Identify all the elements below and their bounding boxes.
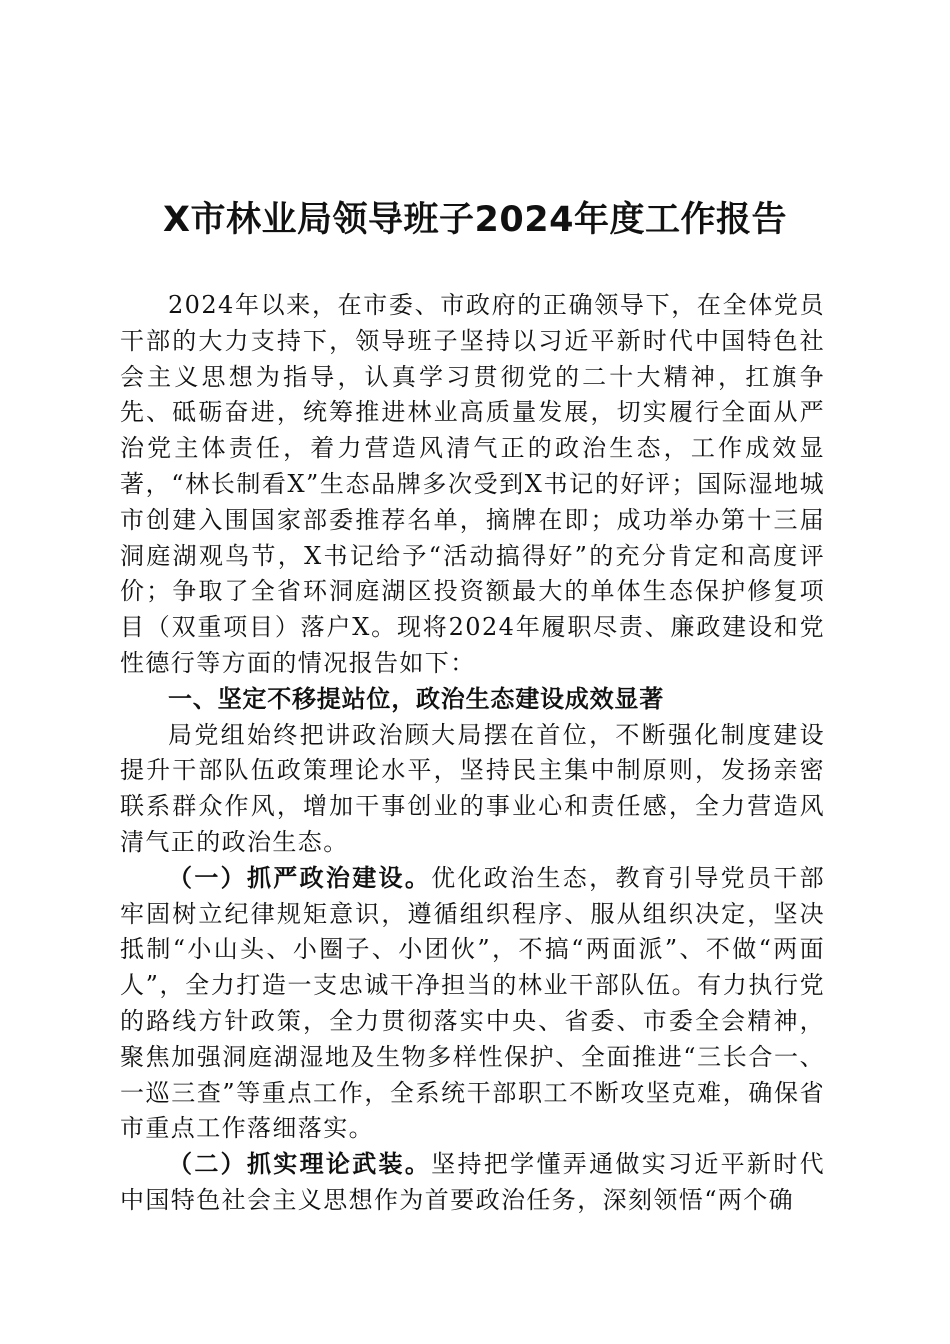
subsection-2-paragraph — [120, 1147, 825, 1219]
subsection-1-lead: （一）抓严政治建设。 — [168, 863, 432, 892]
subsection-2-lead: （二）抓实理论武装。 — [168, 1150, 432, 1179]
subsection-2-text: 坚持把学懂弄通做实习近平新时代中国特色社会主义思想作为首要政治任务，深刻领悟“两个确 — [120, 1150, 826, 1214]
document-title: X市林业局领导班子2024年度工作报告 — [163, 200, 787, 240]
section-1-intro-paragraph: 局党组始终把讲政治顾大局摆在首位，不断强化制度建设提升干部队伍政策理论水平，坚持民主集中制原则，发扬亲密联系群众作风，增加干事创业的事业心和责任感，全力营造风清气正的政治生态。 — [120, 720, 825, 856]
subsection-1-paragraph — [120, 861, 825, 1147]
intro-paragraph: 2024年以来，在市委、市政府的正确领导下，在全体党员干部的大力支持下，领导班子坚持以习近平新时代中国特色社会主义思想为指导，认真学习贯彻党的二十大精神，扛旗争先、砥砺奋进，统筹推进林业高质量发展，切实履行全面从严治党主体责任，着力营造风清气正的政治生态，工作成效显著，“林长制看X”生态品牌多次受到X书记的好评；国际湿地城市创建入围国家部委推荐名单，摘牌在即；成功举办第十三届洞庭湖观鸟节，X书记给予“活动搞得好”的充分肯定和高度评价；争取了全省环洞庭湖区投资额最大的单体生态保护修复项目（双重项目）落户X。现将2024年履职尽责、廉政建设和党性德行等方面的情况报告如下： — [120, 291, 825, 677]
section-heading-1: 一、坚定不移提站位，政治生态建设成效显著 — [168, 684, 664, 713]
subsection-1-text: 优化政治生态，教育引导党员干部牢固树立纪律规矩意识，遵循组织程序、服从组织决定，坚决抵制“小山头、小圈子、小团伙”，不搞“两面派”、不做“两面人”，全力打造一支忠诚干净担当的林业干部队伍。有力执行党的路线方针政策，全力贯彻落实中央、省委、市委全会精神，聚焦加强洞庭湖湿地及生物多样性保护、全面推进“三长合一、一巡三查”等重点工作，全系统干部职工不断攻坚克难，确保省市重点工作落细落实。 — [120, 863, 826, 1143]
document-body — [120, 288, 825, 1219]
